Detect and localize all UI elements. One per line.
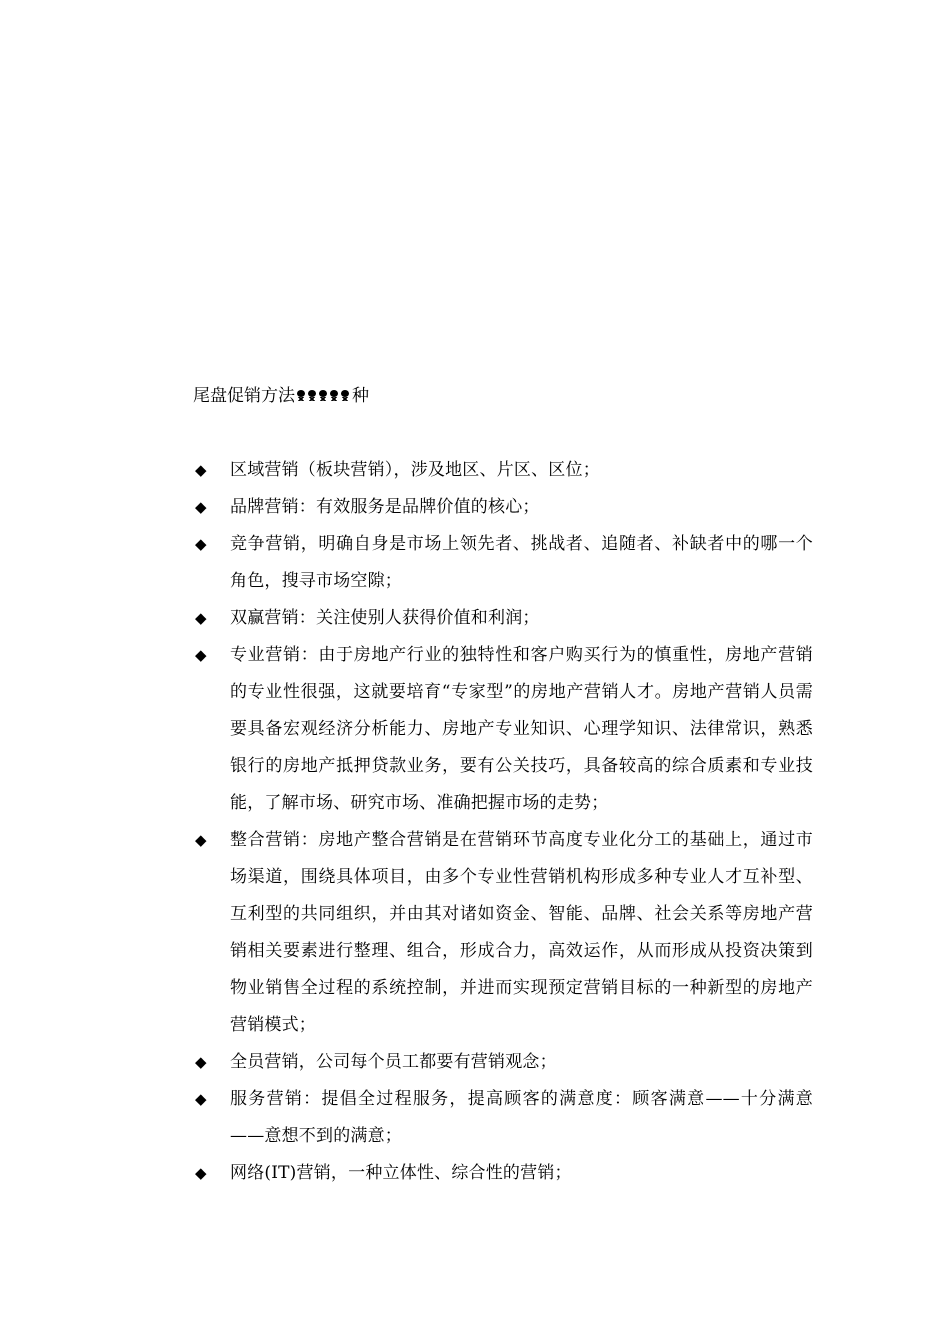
diamond-bullet-icon: ◆ <box>195 609 207 627</box>
document-title <box>193 383 369 409</box>
diamond-bullet-icon: ◆ <box>195 535 207 553</box>
list-item-text: 区域营销（板块营销），涉及地区、片区、区位； <box>230 460 600 480</box>
list-item-text: 整合营销：房地产整合营销是在营销环节高度专业化分工的基础上，通过市场渠道，围绕具体项目，由多个专业性营销机构形成多种专业人才互补型、互利型的共同组织，并由其对诸如资金、智能、品牌、社会关系等房地产营销相关要素进行整理、组合，形成合力，高效运作，从而形成从投资决策到物业销售全过程的系统控制，并进而实现预定营销目标的一种新型的房地产营销模式； <box>230 830 813 1035</box>
garbled-glyph-icon <box>329 390 339 402</box>
diamond-bullet-icon: ◆ <box>195 646 207 664</box>
list-item-text: 服务营销：提倡全过程服务，提高顾客的满意度：顾客满意——十分满意——意想不到的满意； <box>230 1089 813 1146</box>
garbled-glyph-icon <box>307 390 317 402</box>
diamond-bullet-icon: ◆ <box>195 498 207 516</box>
list-item <box>193 1081 813 1155</box>
list-item <box>193 822 813 1044</box>
list-item <box>193 1044 813 1081</box>
list-item-text: 全员营销，公司每个员工都要有营销观念； <box>230 1052 557 1072</box>
diamond-bullet-icon: ◆ <box>195 1053 207 1071</box>
diamond-bullet-icon: ◆ <box>195 1090 207 1108</box>
list-item-text: 竞争营销，明确自身是市场上领先者、挑战者、追随者、补缺者中的哪一个角色，搜寻市场空隙； <box>230 534 813 591</box>
marketing-methods-list <box>193 452 813 1192</box>
diamond-bullet-icon: ◆ <box>195 831 207 849</box>
title-suffix: 种 <box>352 386 369 406</box>
list-item-text: 品牌营销：有效服务是品牌价值的核心； <box>230 497 540 517</box>
list-item <box>193 600 813 637</box>
list-item-text: 专业营销：由于房地产行业的独特性和客户购买行为的慎重性，房地产营销的专业性很强，这就要培育“专家型”的房地产营销人才。房地产营销人员需要具备宏观经济分析能力、房地产专业知识、心理学知识、法律常识，熟悉银行的房地产抵押贷款业务，要有公关技巧，具备较高的综合质素和专业技能，了解市场、研究市场、准确把握市场的走势； <box>230 645 813 813</box>
diamond-bullet-icon: ◆ <box>195 1164 207 1182</box>
list-item-text: 双赢营销：关注使别人获得价值和利润； <box>230 608 540 628</box>
list-item <box>193 637 813 822</box>
garbled-glyph-icon <box>340 390 350 402</box>
garbled-glyph-icon <box>318 390 328 402</box>
garbled-characters <box>296 390 351 402</box>
list-item-text: 网络(IT)营销，一种立体性、综合性的营销； <box>230 1163 572 1183</box>
list-item <box>193 489 813 526</box>
list-item <box>193 1155 813 1192</box>
title-prefix: 尾盘促销方法 <box>193 386 295 406</box>
list-item <box>193 452 813 489</box>
list-item <box>193 526 813 600</box>
garbled-glyph-icon <box>296 390 306 402</box>
diamond-bullet-icon: ◆ <box>195 461 207 479</box>
